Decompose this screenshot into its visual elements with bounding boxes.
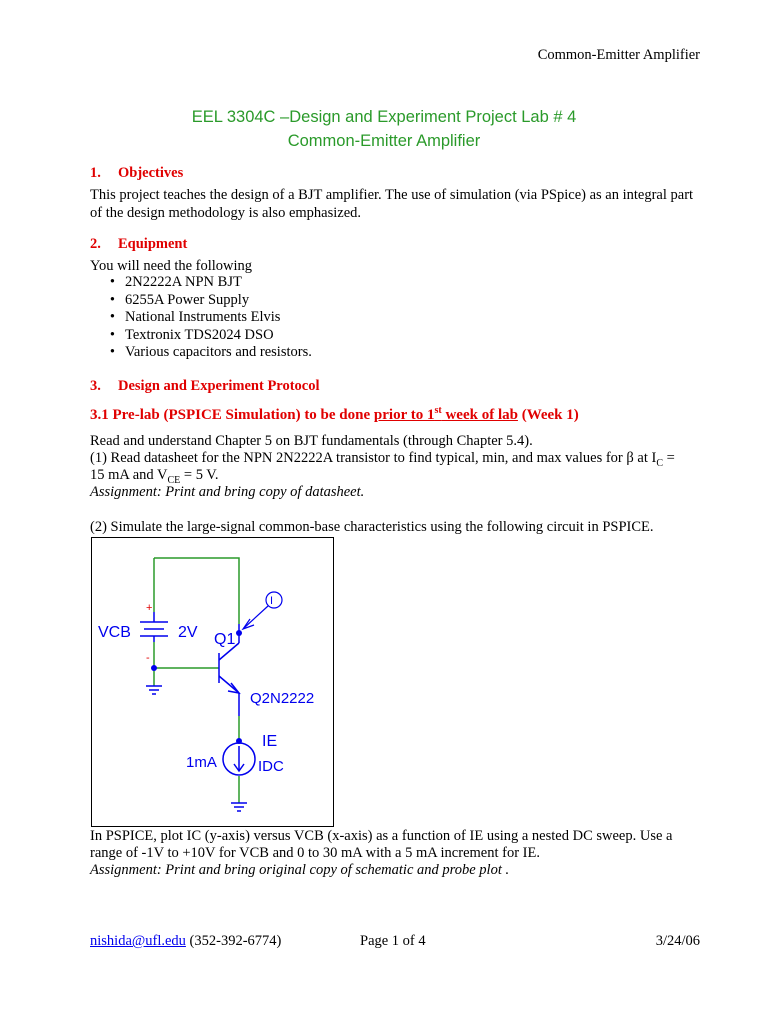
running-header: Common-Emitter Amplifier xyxy=(537,47,700,63)
after-circuit-line-1: In PSPICE, plot IC (y-axis) versus VCB (x-axis) as a function of IE using a nested DC sweep. Use a xyxy=(90,828,673,844)
prelab-line-3: 15 mA and $V_{CE} = 5$ V. xyxy=(90,467,219,486)
current-source-symbol xyxy=(223,743,255,775)
circuit-schematic xyxy=(91,537,334,827)
section-1-number: 1. xyxy=(90,165,101,181)
list-item: • 6255A Power Supply xyxy=(109,291,250,308)
section-1-heading xyxy=(90,165,183,183)
probe-label: I xyxy=(270,595,274,607)
section-2-title: Equipment xyxy=(118,236,188,252)
prelab-line-1: Read and understand Chapter 5 on BJT fundamentals (through Chapter 5.4). xyxy=(90,433,533,449)
assignment-2: Assignment: Print and bring original copy of schematic and probe plot . xyxy=(90,862,510,878)
vcb-value: 2V xyxy=(178,624,198,641)
section-1-title: Objectives xyxy=(118,165,184,181)
vcb-label: VCB xyxy=(98,624,131,641)
circuit-diagram xyxy=(92,538,333,826)
email-link[interactable]: nishida@ufl.edu xyxy=(90,933,186,949)
assignment-1: Assignment: Print and bring copy of datasheet. xyxy=(90,484,365,500)
footer-date: 3/24/06 xyxy=(655,933,700,949)
document-title: EEL 3304C –Design and Experiment Project Lab # 4 xyxy=(191,108,577,126)
ground-right-icon xyxy=(231,803,247,811)
section-3-title: Design and Experiment Protocol xyxy=(118,378,320,394)
battery-symbol xyxy=(140,612,168,642)
footer-contact xyxy=(90,933,281,951)
transistor-model: Q2N2222 xyxy=(250,690,315,707)
battery-plus: + xyxy=(146,602,153,614)
prelab-line-4: (2) Simulate the large-signal common-base characteristics using the following circuit in PSPICE. xyxy=(90,519,654,535)
ie-label: IE xyxy=(262,733,278,750)
section-3-number: 3. xyxy=(90,378,101,394)
objectives-text: This project teaches the design of a BJT amplifier. The use of simulation (via PSpice) as an integral part of the design methodology is also emphasized. xyxy=(90,187,694,221)
section-2-number: 2. xyxy=(90,236,101,252)
list-item: • 2N2222A NPN BJT xyxy=(109,274,242,290)
list-item: • National Instruments Elvis xyxy=(109,309,281,326)
footer-phone: (352-392-6774) xyxy=(185,933,282,949)
ie-type: IDC xyxy=(258,758,284,775)
page-number: Page 1 of 4 xyxy=(360,933,426,949)
equipment-list xyxy=(90,274,312,362)
transistor-label: Q1 xyxy=(214,631,236,648)
current-probe-icon xyxy=(243,592,282,629)
list-item: • Textronix TDS2024 DSO xyxy=(109,326,274,343)
after-circuit-line-2: range of -1V to +10V for VCB and 0 to 30 mA with a 5 mA increment for IE. xyxy=(90,845,540,861)
section-2-heading xyxy=(90,236,187,254)
document-subtitle: Common-Emitter Amplifier xyxy=(287,132,481,150)
battery-minus: - xyxy=(146,652,150,664)
ie-value: 1mA xyxy=(186,754,217,771)
section-3-heading xyxy=(90,378,320,396)
list-item: • Various capacitors and resistors. xyxy=(109,344,312,361)
subsection-3-1-heading: 3.1 Pre-lab (PSPICE Simulation) to be done prior to 1st week of lab (Week 1) xyxy=(90,405,579,423)
equipment-intro: You will need the following xyxy=(90,258,253,274)
ground-left-icon xyxy=(146,686,162,694)
prelab-line-2: (1) Read datasheet for the NPN 2N2222A transistor to find typical, min, and max values for β at $I_C$ = xyxy=(90,450,675,469)
wire-top-loop xyxy=(154,558,239,624)
